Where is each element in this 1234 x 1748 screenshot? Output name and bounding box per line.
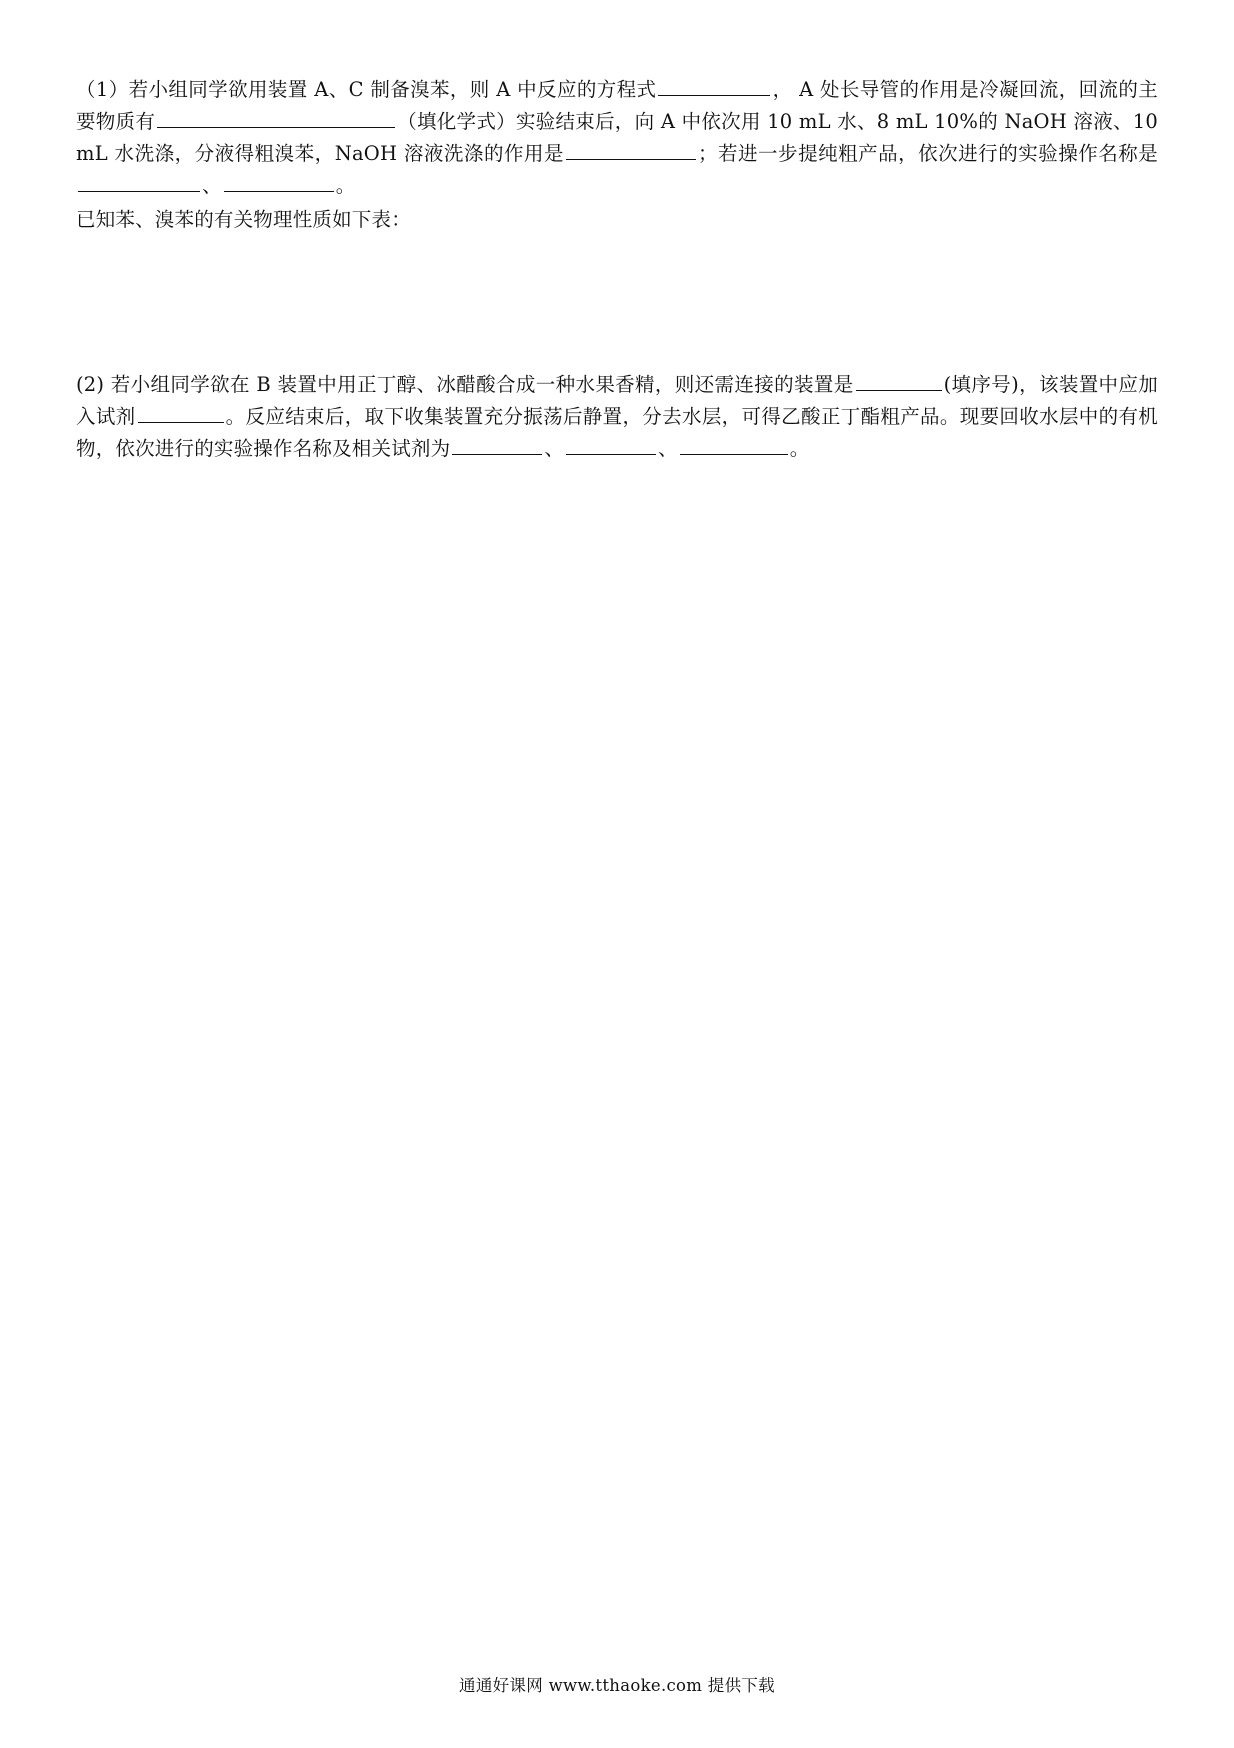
- part2-text-6: 。: [789, 437, 810, 460]
- question-part-2: [76, 369, 1158, 465]
- part2-text-2: (填序号)，该装置中应加入试剂: [76, 373, 1158, 428]
- part2-text-1: (2) 若小组同学欲在 B 装置中用正丁醇、冰醋酸合成一种水果香精，则还需连接的装置是: [76, 373, 854, 396]
- part1-text-6: 。: [335, 174, 356, 197]
- answer-blank-recovery-1[interactable]: [452, 434, 542, 455]
- part2-text-3: 。反应结束后，取下收集装置充分振荡后静置，分去水层，可得乙酸正丁酯粗产品。现要回收水层中的有机物，依次进行的实验操作名称及相关试剂为: [76, 405, 1158, 460]
- answer-blank-apparatus[interactable]: [856, 370, 942, 391]
- answer-blank-operation-2[interactable]: [224, 171, 334, 192]
- part1-text-2: ， A 处长导管的作用是冷凝回流，回流的主要物质有: [76, 78, 1158, 133]
- part2-text-4: 、: [544, 437, 565, 460]
- part1-text-1: （1）若小组同学欲用装置 A、C 制备溴苯，则 A 中反应的方程式: [76, 78, 657, 101]
- answer-blank-recovery-3[interactable]: [680, 434, 788, 455]
- answer-blank-operation-1[interactable]: [78, 171, 200, 192]
- part1-text-3: （填化学式）实验结束后，向 A 中依次用 10 mL 水、8 mL 10%的 NaOH 溶液、10 mL 水洗涤，分液得粗溴苯，NaOH 溶液洗涤的作用是: [76, 110, 1158, 165]
- answer-blank-equation[interactable]: [658, 75, 770, 96]
- answer-blank-naoh-purpose[interactable]: [566, 139, 696, 160]
- answer-blank-reagent[interactable]: [138, 402, 224, 423]
- footer-source: 通通好课网 www.tthaoke.com 提供下载: [459, 1676, 775, 1695]
- question-part-1: [76, 74, 1158, 202]
- known-properties-line: 已知苯、溴苯的有关物理性质如下表：: [76, 208, 411, 231]
- answer-blank-recovery-2[interactable]: [566, 434, 656, 455]
- answer-blank-reflux-substance[interactable]: [157, 107, 395, 128]
- part1-text-5: 、: [202, 174, 222, 197]
- part1-text-4: ；若进一步提纯粗产品，依次进行的实验操作名称是: [698, 142, 1158, 165]
- part2-text-5: 、: [658, 437, 678, 460]
